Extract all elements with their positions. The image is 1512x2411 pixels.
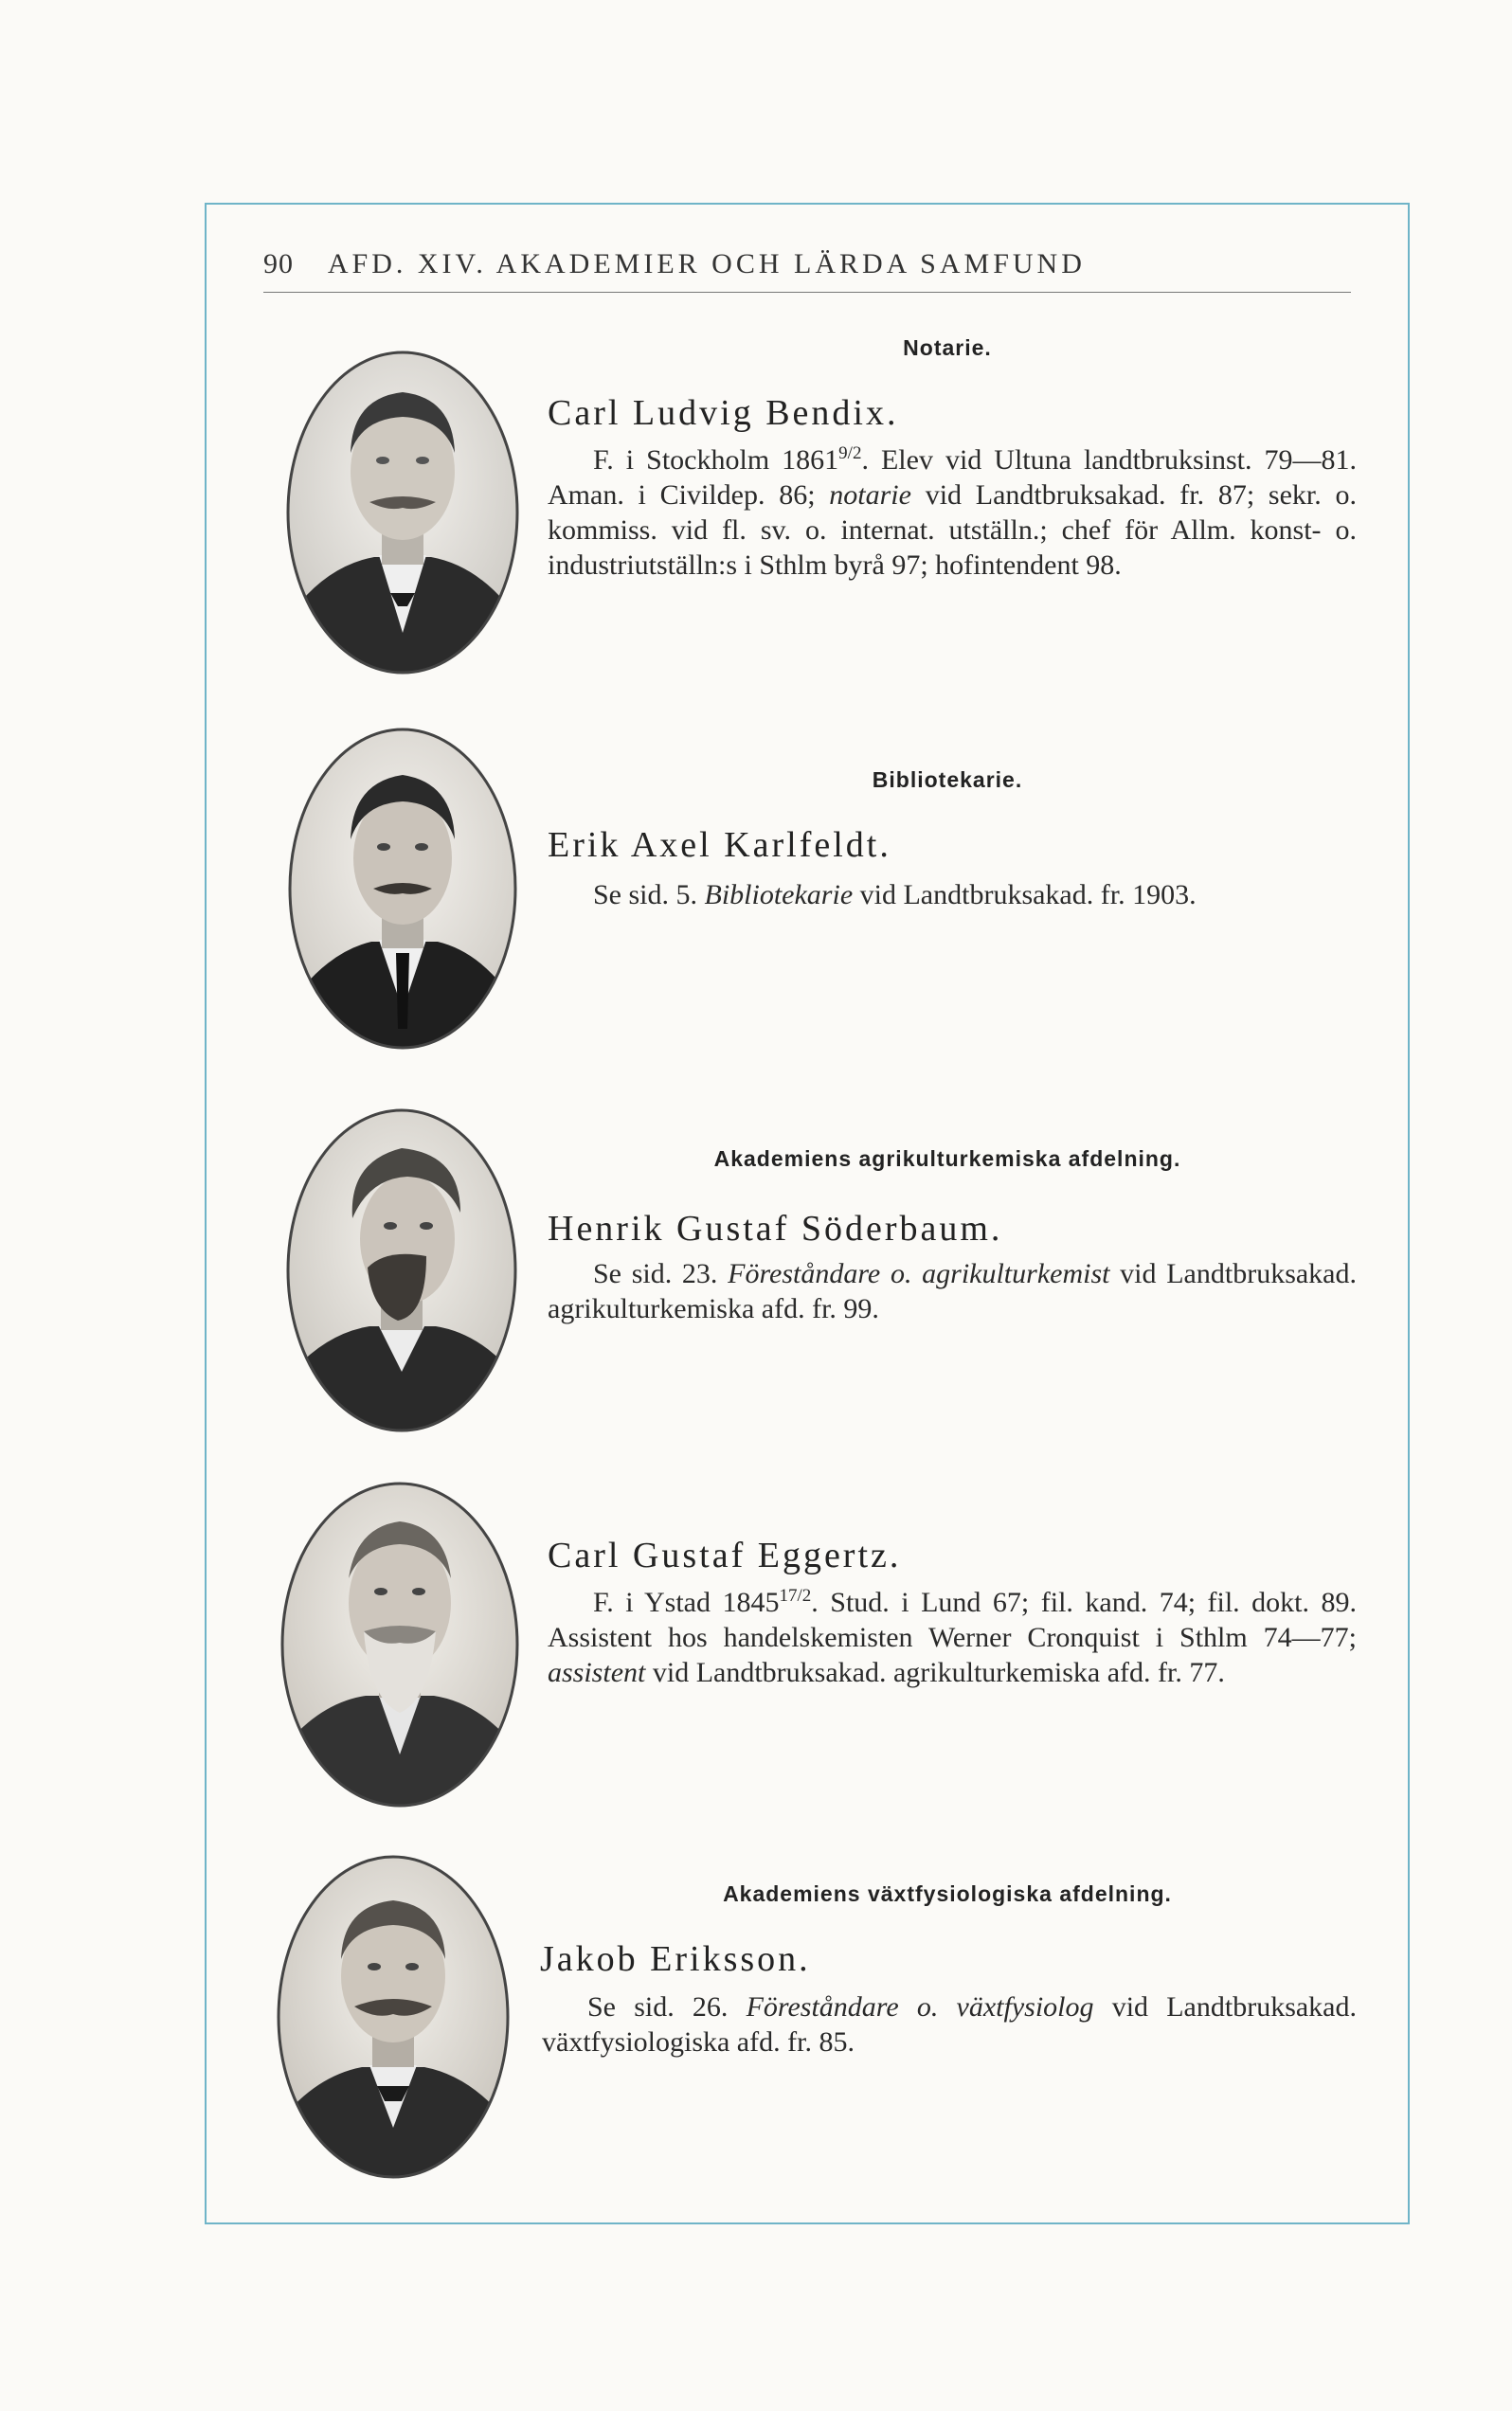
bio-text: . Elev vid Ultuna landtbruksinst. 79—81. Aman. i Civildep. 86; [548,444,1357,511]
italic-title: Föreståndare o. växtfysiolog [746,1991,1094,2023]
bio-text: Se sid. 23. [593,1258,729,1289]
bio-text: vid Landtbruksakad. fr. 87; sekr. o. kommiss. vid fl. sv. o. internat. utställn.; chef för Allm. konst- o. industriutställn:s i Sthlm byrå 97; hofintendent 98. [548,479,1357,581]
person-biography [548,877,1357,912]
person-biography [548,1256,1357,1326]
portrait-soderbaum [284,1107,519,1434]
person-name: Jakob Eriksson. [540,1939,811,1979]
portrait-eggertz [279,1480,521,1809]
running-head-title: AFD. XIV. AKADEMIER OCH LÄRDA SAMFUND [327,248,1086,279]
bio-text: vid Landtbruksakad. agrikulturkemiska afd. fr. 99. [548,1258,1357,1324]
italic-title: assistent [548,1657,646,1688]
bio-text: . Stud. i Lund 67; fil. kand. 74; fil. dokt. 89. Assistent hos handelskemisten Werner Cronquist i Sthlm 74—77; [548,1587,1358,1653]
bio-text: Se sid. 5. [593,879,705,910]
portrait-bendix [284,349,521,676]
bio-text: vid Landtbruksakad. växtfysiologiska afd. fr. 85. [542,1991,1357,2058]
section-heading-bibliotekarie: Bibliotekarie. [872,767,1023,792]
bio-text: vid Landtbruksakad. agrikulturkemiska afd. fr. 77. [645,1657,1225,1688]
portrait-eriksson [275,1853,512,2181]
date-superscript: 9/2 [838,443,862,463]
date-superscript: 17/2 [779,1586,812,1606]
person-name: Erik Axel Karlfeldt. [548,825,891,865]
header-rule [263,292,1351,293]
person-biography [548,1585,1357,1690]
person-biography [548,442,1357,583]
bio-text: F. i Stockholm 1861 [593,444,839,476]
person-name: Carl Gustaf Eggertz. [548,1536,902,1575]
portrait-karlfeldt [286,726,519,1052]
section-heading-notarie: Notarie. [903,335,992,360]
running-head [263,248,1351,280]
italic-title: Föreståndare o. agrikulturkemist [728,1258,1110,1289]
person-name: Carl Ludvig Bendix. [548,393,899,433]
bio-text: Se sid. 26. [587,1991,747,2023]
bio-text: vid Landtbruksakad. fr. 1903. [853,879,1197,910]
section-heading-vaxtfysiologiska: Akademiens växtfysiologiska afdelning. [723,1881,1172,1906]
person-biography [542,1989,1357,2060]
bio-text: F. i Ystad 1845 [593,1587,780,1618]
italic-title: Bibliotekarie [704,879,854,910]
italic-title: notarie [829,479,911,511]
person-name: Henrik Gustaf Söderbaum. [548,1209,1003,1249]
page-number: 90 [263,248,294,279]
section-heading-agrikulturkemiska: Akademiens agrikulturkemiska afdelning. [713,1146,1181,1171]
